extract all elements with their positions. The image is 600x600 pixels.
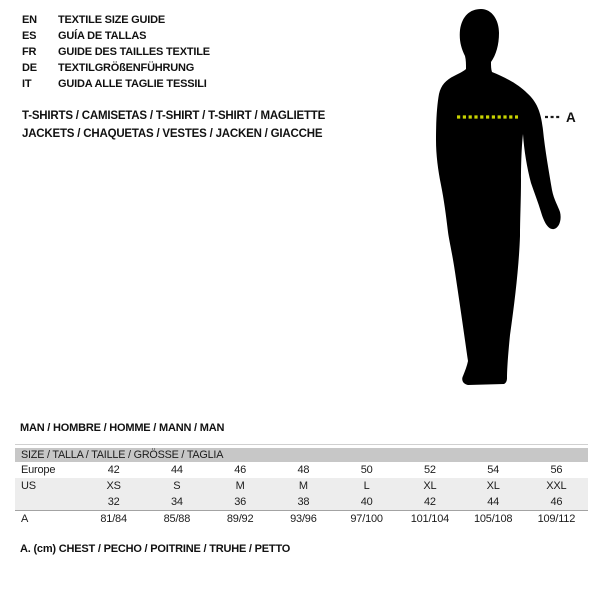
category-line-jackets: JACKETS / CHAQUETAS / VESTES / JACKEN / GIACCHE: [22, 127, 323, 140]
size-cell: 38: [297, 496, 310, 508]
size-cell: 42: [423, 496, 436, 508]
measurement-figure: [410, 0, 600, 400]
row-label: Europe: [21, 464, 56, 476]
language-code: ES: [22, 30, 37, 42]
size-cell: XXL: [546, 480, 567, 492]
size-cell: 50: [360, 464, 373, 476]
language-title: TEXTILGRÖßENFÜHRUNG: [58, 62, 195, 74]
language-code: IT: [22, 78, 32, 90]
size-table-measure-row: [15, 511, 588, 527]
size-cell: 44: [170, 464, 183, 476]
language-list: [22, 12, 210, 92]
language-title: TEXTILE SIZE GUIDE: [58, 14, 166, 26]
language-row-fr: [22, 44, 210, 60]
row-label: A: [21, 513, 29, 525]
row-label: [15, 494, 82, 510]
size-cell: 44: [487, 496, 500, 508]
size-cell: 81/84: [100, 513, 127, 525]
size-cell: 54: [487, 464, 500, 476]
language-row-it: [22, 76, 210, 92]
size-cell: 101/104: [410, 513, 450, 525]
size-table-header: SIZE / TALLA / TAILLE / GRÖSSE / TAGLIA: [15, 448, 588, 462]
size-cell: 36: [234, 496, 247, 508]
man-silhouette-shape: [436, 9, 561, 385]
table-row-us-numeric: [15, 494, 588, 510]
table-row-chest-a: [15, 511, 588, 527]
size-cell: 34: [170, 496, 183, 508]
size-cell: 48: [297, 464, 310, 476]
size-cell: 89/92: [226, 513, 254, 525]
row-label: US: [21, 480, 36, 492]
measure-label-a: A: [566, 110, 576, 125]
size-cell: XS: [106, 480, 121, 492]
category-line-tshirts: T-SHIRTS / CAMISETAS / T-SHIRT / T-SHIRT / MAGLIETTE: [22, 110, 326, 122]
size-cell: 93/96: [290, 513, 317, 525]
size-cell: 42: [107, 464, 120, 476]
size-cell: 56: [550, 464, 563, 476]
size-cell: 52: [423, 464, 436, 476]
language-title: GUÍA DE TALLAS: [58, 30, 147, 42]
size-cell: 85/88: [163, 513, 191, 525]
language-code: DE: [22, 62, 37, 74]
language-row-de: [22, 60, 210, 76]
size-cell: 46: [550, 496, 563, 508]
size-cell: 32: [107, 496, 120, 508]
size-cell: 46: [234, 464, 247, 476]
size-cell: M: [298, 480, 308, 492]
language-row-en: [22, 12, 210, 28]
man-silhouette-icon: [410, 0, 600, 400]
language-title: GUIDE DES TAILLES TEXTILE: [58, 46, 210, 58]
size-cell: M: [235, 480, 245, 492]
size-cell: 40: [360, 496, 373, 508]
size-cell: XL: [486, 480, 500, 492]
language-row-es: [22, 28, 210, 44]
table-row-europe: [15, 462, 588, 478]
table-row-us: [15, 478, 588, 494]
size-cell: 97/100: [350, 513, 383, 525]
table-top-divider: [15, 444, 588, 445]
language-code: FR: [22, 46, 37, 58]
language-title: GUIDA ALLE TAGLIE TESSILI: [58, 78, 207, 90]
garment-category-lines: [22, 108, 325, 143]
section-title-man: MAN / HOMBRE / HOMME / MANN / MAN: [20, 422, 225, 434]
size-cell: 105/108: [473, 513, 513, 525]
size-cell: L: [363, 480, 370, 492]
size-cell: S: [173, 480, 181, 492]
size-cell: 109/112: [537, 513, 576, 525]
language-code: EN: [22, 14, 37, 26]
measurement-footnote: A. (cm) CHEST / PECHO / POITRINE / TRUHE / PETTO: [20, 543, 291, 555]
size-table: [15, 448, 588, 510]
size-cell: XL: [423, 480, 437, 492]
